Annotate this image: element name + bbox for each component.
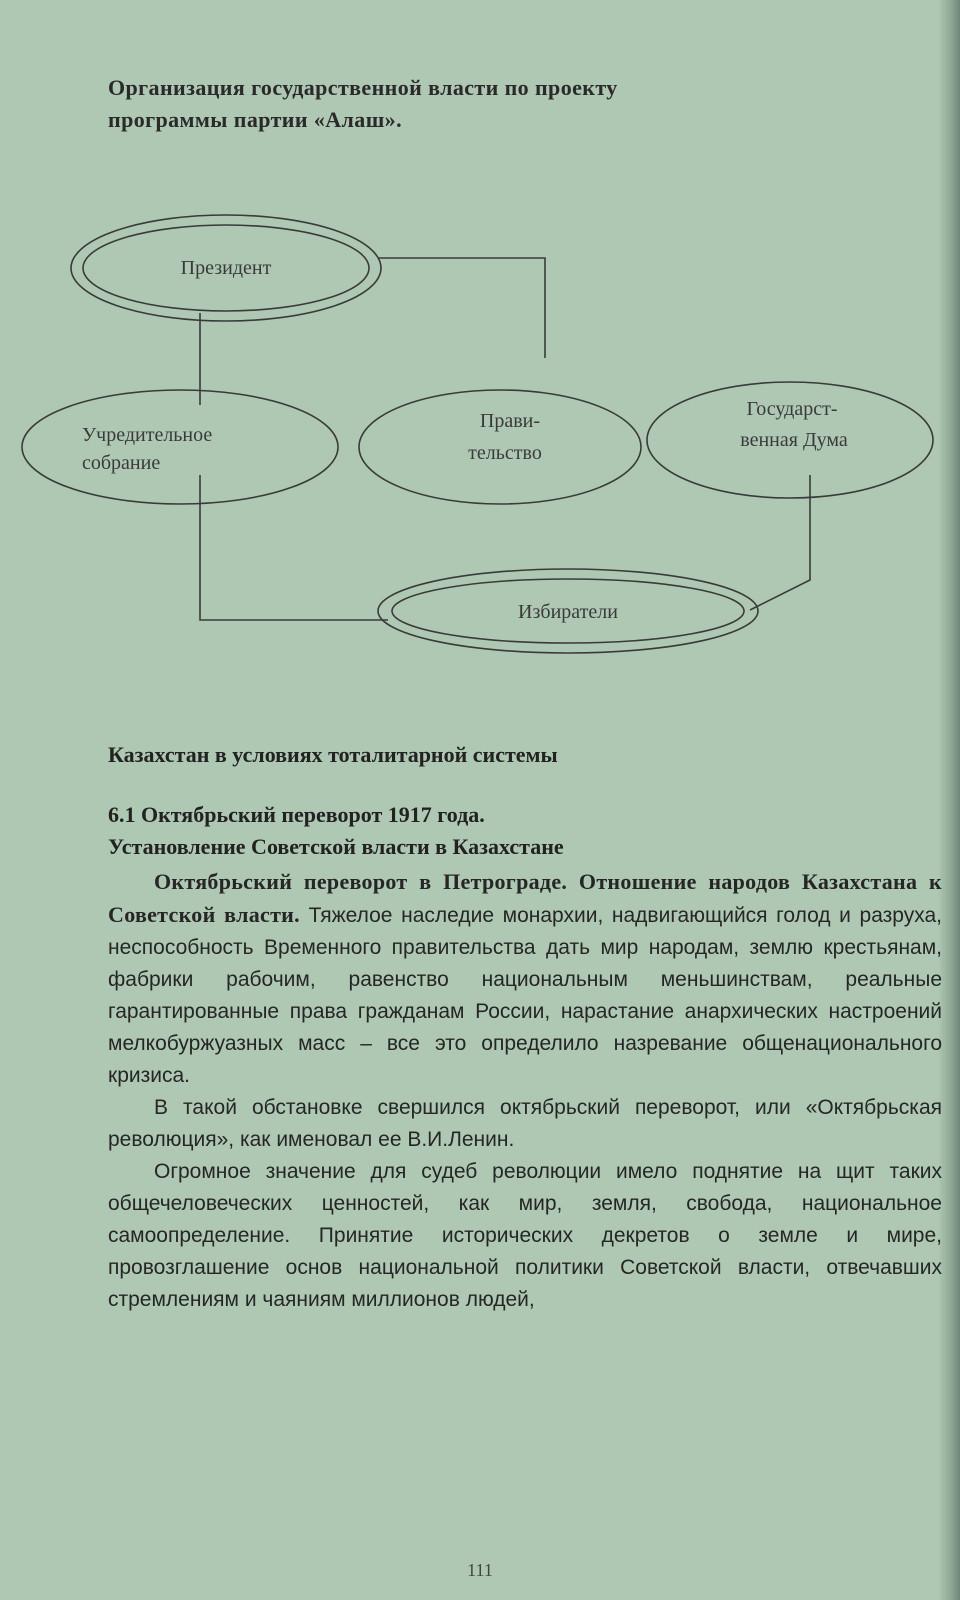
page-number: 111 <box>467 1560 493 1580</box>
paragraph-2: В такой обстановке свершился октябрьский переворот, или «Октябрьская революция», как именовал ее В.И.Ленин. <box>108 1096 942 1151</box>
node-president: Президент <box>180 257 272 279</box>
connector-duma-voters <box>750 475 810 610</box>
paragraph-1-text: Тяжелое наследие монархии, надвигающийся голод и разруха, неспособность Временного правительства дать мир народам, землю крестьянам, фабрики рабочим, равенство национальным меньшинствам, реальные гарантированные права гражданам России, нарастание анархических настроений мелкобуржуазных масс – все это определило назревание общенационального кризиса. <box>108 904 942 1087</box>
assembly-ellipse <box>22 390 338 504</box>
diagram-title <box>108 72 828 136</box>
node-assembly-line-1: Учредительное <box>82 424 213 446</box>
node-government-line-2: тельство <box>468 442 542 464</box>
body-text <box>108 866 942 1316</box>
paragraph-1 <box>108 866 942 1092</box>
diagram-title-line-1: Организация государственной власти по проекту <box>108 75 618 100</box>
node-government-line-1: Прави- <box>479 410 541 432</box>
chapter-title: Казахстан в условиях тоталитарной системы <box>108 742 558 767</box>
power-structure-diagram <box>0 190 960 660</box>
connector-president-government <box>378 258 545 358</box>
node-duma-line-1: Государст- <box>746 398 838 420</box>
diagram-title-line-2: программы партии «Алаш». <box>108 107 402 132</box>
section-number-title: 6.1 Октябрьский переворот 1917 года. <box>108 802 485 827</box>
paragraph-lead: Октябрьский переворот в Петрограде. Отношение народов Казахстана к Советской власти. <box>108 869 942 927</box>
node-assembly-line-2: собрание <box>82 452 161 474</box>
connector-assembly-voters <box>200 475 388 620</box>
section-subtitle: Установление Советской власти в Казахстане <box>108 834 564 859</box>
node-voters: Избиратели <box>518 601 618 623</box>
node-duma-line-2: венная Дума <box>740 429 848 451</box>
paragraph-3: Огромное значение для судеб революции имело поднятие на щит таких общечеловеческих ценностей, как мир, земля, свобода, национальное самоопределение. Принятие исторических декретов о земле и мире, провозглашение основ национальной политики Советской власти, отвечавших стремлениям и чаяниям миллионов людей, <box>108 1160 942 1311</box>
